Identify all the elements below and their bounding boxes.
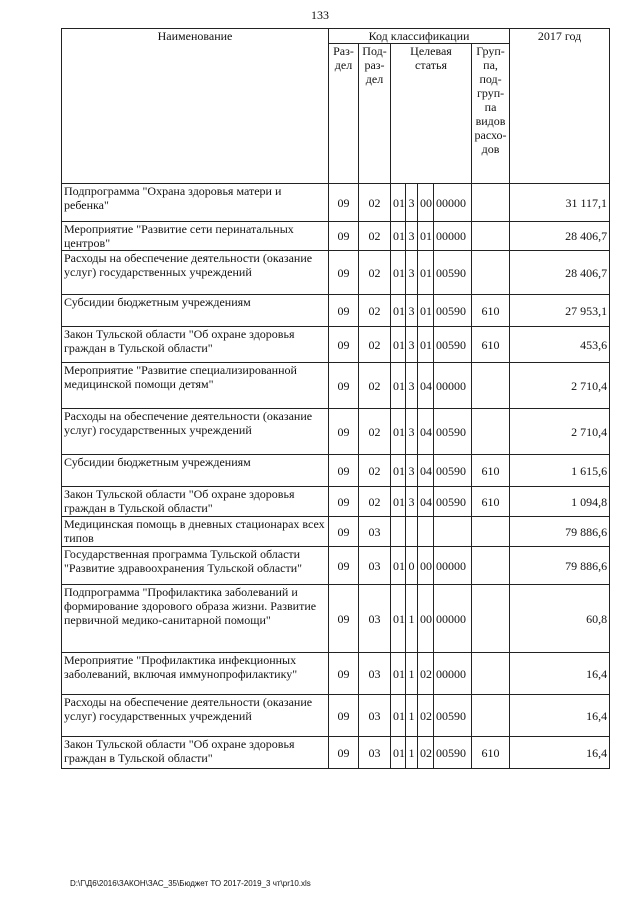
row-target-program: 01 [391, 222, 406, 251]
row-target-program: 01 [391, 585, 406, 653]
row-target-program: 01 [391, 695, 406, 737]
row-amount: 453,6 [510, 327, 610, 363]
row-amount: 16,4 [510, 653, 610, 695]
table-row [62, 184, 610, 222]
row-podrazdel: 03 [359, 547, 391, 585]
row-name: Мероприятие "Профилактика инфекционных заболеваний, включая иммунопрофилактику" [62, 653, 329, 695]
row-target-program: 01 [391, 251, 406, 295]
row-expense-group: 610 [472, 737, 510, 769]
row-target-subprogram: 3 [406, 487, 418, 517]
row-target-event: 04 [418, 409, 434, 455]
row-amount: 16,4 [510, 695, 610, 737]
row-expense-group [472, 184, 510, 222]
row-target-program: 01 [391, 295, 406, 327]
row-razdel: 09 [329, 409, 359, 455]
row-podrazdel: 02 [359, 455, 391, 487]
row-target-direction [434, 517, 472, 547]
row-amount: 79 886,6 [510, 547, 610, 585]
row-target-direction: 00000 [434, 547, 472, 585]
header-group: Груп- па, под- груп- па видов расхо- дов [472, 44, 510, 184]
row-name: Мероприятие "Развитие специализированной медицинской помощи детям" [62, 363, 329, 409]
row-name: Субсидии бюджетным учреждениям [62, 295, 329, 327]
row-target-subprogram: 3 [406, 409, 418, 455]
table-row [62, 517, 610, 547]
row-podrazdel: 02 [359, 222, 391, 251]
footer-file-path: D:\Г\Д6\2016\ЗАКОН\ЗАС_35\Бюджет ТО 2017-2019_3 чт\pr10.xls [70, 879, 311, 888]
row-expense-group: 610 [472, 295, 510, 327]
row-target-direction: 00000 [434, 222, 472, 251]
row-target-direction: 00590 [434, 251, 472, 295]
header-name: Наименование [62, 29, 329, 184]
row-target-subprogram: 3 [406, 327, 418, 363]
row-target-event: 01 [418, 251, 434, 295]
row-expense-group: 610 [472, 487, 510, 517]
row-expense-group [472, 653, 510, 695]
row-razdel: 09 [329, 455, 359, 487]
row-podrazdel: 03 [359, 653, 391, 695]
row-name: Подпрограмма "Профилактика заболеваний и формирование здорового образа жизни. Развитие первичной медико-санитарной помощи" [62, 585, 329, 653]
row-name: Расходы на обеспечение деятельности (оказание услуг) государственных учреждений [62, 695, 329, 737]
row-expense-group [472, 547, 510, 585]
row-target-program: 01 [391, 547, 406, 585]
row-name: Государственная программа Тульской области "Развитие здравоохранения Тульской области" [62, 547, 329, 585]
table-row [62, 695, 610, 737]
row-amount: 31 117,1 [510, 184, 610, 222]
row-target-event: 00 [418, 547, 434, 585]
row-expense-group [472, 517, 510, 547]
row-razdel: 09 [329, 222, 359, 251]
table-row [62, 363, 610, 409]
row-razdel: 09 [329, 517, 359, 547]
row-podrazdel: 03 [359, 517, 391, 547]
page-number: 133 [311, 8, 329, 22]
row-target-program: 01 [391, 487, 406, 517]
row-target-subprogram: 3 [406, 455, 418, 487]
row-amount: 60,8 [510, 585, 610, 653]
row-amount: 2 710,4 [510, 409, 610, 455]
row-target-event: 04 [418, 487, 434, 517]
row-razdel: 09 [329, 585, 359, 653]
row-razdel: 09 [329, 737, 359, 769]
row-target-program: 01 [391, 184, 406, 222]
row-target-direction: 00590 [434, 695, 472, 737]
row-target-program: 01 [391, 455, 406, 487]
row-target-subprogram: 1 [406, 653, 418, 695]
row-razdel: 09 [329, 251, 359, 295]
row-razdel: 09 [329, 695, 359, 737]
header-year: 2017 год [510, 29, 610, 184]
row-amount: 27 953,1 [510, 295, 610, 327]
row-target-direction: 00000 [434, 653, 472, 695]
header-podrazdel: Под- раз- дел [359, 44, 391, 184]
row-target-event: 02 [418, 695, 434, 737]
row-amount: 79 886,6 [510, 517, 610, 547]
row-amount: 16,4 [510, 737, 610, 769]
table-row [62, 547, 610, 585]
row-podrazdel: 02 [359, 363, 391, 409]
table-row [62, 737, 610, 769]
row-expense-group [472, 585, 510, 653]
row-target-direction: 00590 [434, 409, 472, 455]
row-amount: 28 406,7 [510, 251, 610, 295]
row-name: Медицинская помощь в дневных стационарах всех типов [62, 517, 329, 547]
table-row [62, 295, 610, 327]
row-target-direction: 00000 [434, 585, 472, 653]
row-target-direction: 00590 [434, 487, 472, 517]
row-target-subprogram: 3 [406, 222, 418, 251]
row-amount: 2 710,4 [510, 363, 610, 409]
row-razdel: 09 [329, 653, 359, 695]
table-row [62, 327, 610, 363]
table-row [62, 409, 610, 455]
table-row [62, 585, 610, 653]
row-target-subprogram: 0 [406, 547, 418, 585]
row-target-subprogram: 1 [406, 585, 418, 653]
table-row [62, 455, 610, 487]
budget-table [61, 28, 610, 769]
row-name: Расходы на обеспечение деятельности (оказание услуг) государственных учреждений [62, 251, 329, 295]
table-body [62, 184, 610, 769]
row-target-subprogram: 3 [406, 251, 418, 295]
row-target-program: 01 [391, 363, 406, 409]
row-target-event: 04 [418, 455, 434, 487]
table-row [62, 653, 610, 695]
row-podrazdel: 02 [359, 327, 391, 363]
row-target-program: 01 [391, 737, 406, 769]
row-target-event: 04 [418, 363, 434, 409]
row-name: Закон Тульской области "Об охране здоровья граждан в Тульской области" [62, 737, 329, 769]
table-row [62, 222, 610, 251]
row-target-direction: 00590 [434, 327, 472, 363]
header-target-article: Целевая статья [391, 44, 472, 184]
row-podrazdel: 02 [359, 251, 391, 295]
row-target-subprogram: 1 [406, 737, 418, 769]
row-name: Мероприятие "Развитие сети перинатальных центров" [62, 222, 329, 251]
row-razdel: 09 [329, 487, 359, 517]
row-expense-group [472, 363, 510, 409]
row-target-program [391, 517, 406, 547]
row-expense-group: 610 [472, 455, 510, 487]
row-target-subprogram [406, 517, 418, 547]
row-podrazdel: 03 [359, 737, 391, 769]
row-target-event: 01 [418, 295, 434, 327]
row-target-subprogram: 1 [406, 695, 418, 737]
row-razdel: 09 [329, 547, 359, 585]
row-name: Закон Тульской области "Об охране здоровья граждан в Тульской области" [62, 487, 329, 517]
row-razdel: 09 [329, 363, 359, 409]
table-row [62, 487, 610, 517]
row-expense-group [472, 251, 510, 295]
row-target-direction: 00590 [434, 295, 472, 327]
row-target-event: 01 [418, 222, 434, 251]
row-target-subprogram: 3 [406, 184, 418, 222]
row-podrazdel: 02 [359, 295, 391, 327]
row-target-event: 01 [418, 327, 434, 363]
row-razdel: 09 [329, 184, 359, 222]
row-name: Расходы на обеспечение деятельности (оказание услуг) государственных учреждений [62, 409, 329, 455]
row-expense-group [472, 222, 510, 251]
row-podrazdel: 02 [359, 184, 391, 222]
row-target-event: 00 [418, 184, 434, 222]
table-row [62, 251, 610, 295]
row-target-subprogram: 3 [406, 295, 418, 327]
row-target-direction: 00000 [434, 363, 472, 409]
row-name: Подпрограмма "Охрана здоровья матери и ребенка" [62, 184, 329, 222]
row-target-program: 01 [391, 409, 406, 455]
row-name: Субсидии бюджетным учреждениям [62, 455, 329, 487]
row-target-event: 02 [418, 737, 434, 769]
header-razdel: Раз- дел [329, 44, 359, 184]
row-podrazdel: 03 [359, 695, 391, 737]
row-name: Закон Тульской области "Об охране здоровья граждан в Тульской области" [62, 327, 329, 363]
row-podrazdel: 03 [359, 585, 391, 653]
row-target-event: 02 [418, 653, 434, 695]
header-code-group: Код классификации [329, 29, 510, 44]
row-target-program: 01 [391, 327, 406, 363]
row-expense-group: 610 [472, 327, 510, 363]
row-target-direction: 00000 [434, 184, 472, 222]
row-target-direction: 00590 [434, 737, 472, 769]
row-target-event: 00 [418, 585, 434, 653]
row-expense-group [472, 409, 510, 455]
row-podrazdel: 02 [359, 487, 391, 517]
row-expense-group [472, 695, 510, 737]
row-amount: 1 094,8 [510, 487, 610, 517]
row-podrazdel: 02 [359, 409, 391, 455]
row-target-event [418, 517, 434, 547]
row-razdel: 09 [329, 295, 359, 327]
row-target-subprogram: 3 [406, 363, 418, 409]
row-amount: 1 615,6 [510, 455, 610, 487]
row-amount: 28 406,7 [510, 222, 610, 251]
row-target-direction: 00590 [434, 455, 472, 487]
row-target-program: 01 [391, 653, 406, 695]
row-razdel: 09 [329, 327, 359, 363]
